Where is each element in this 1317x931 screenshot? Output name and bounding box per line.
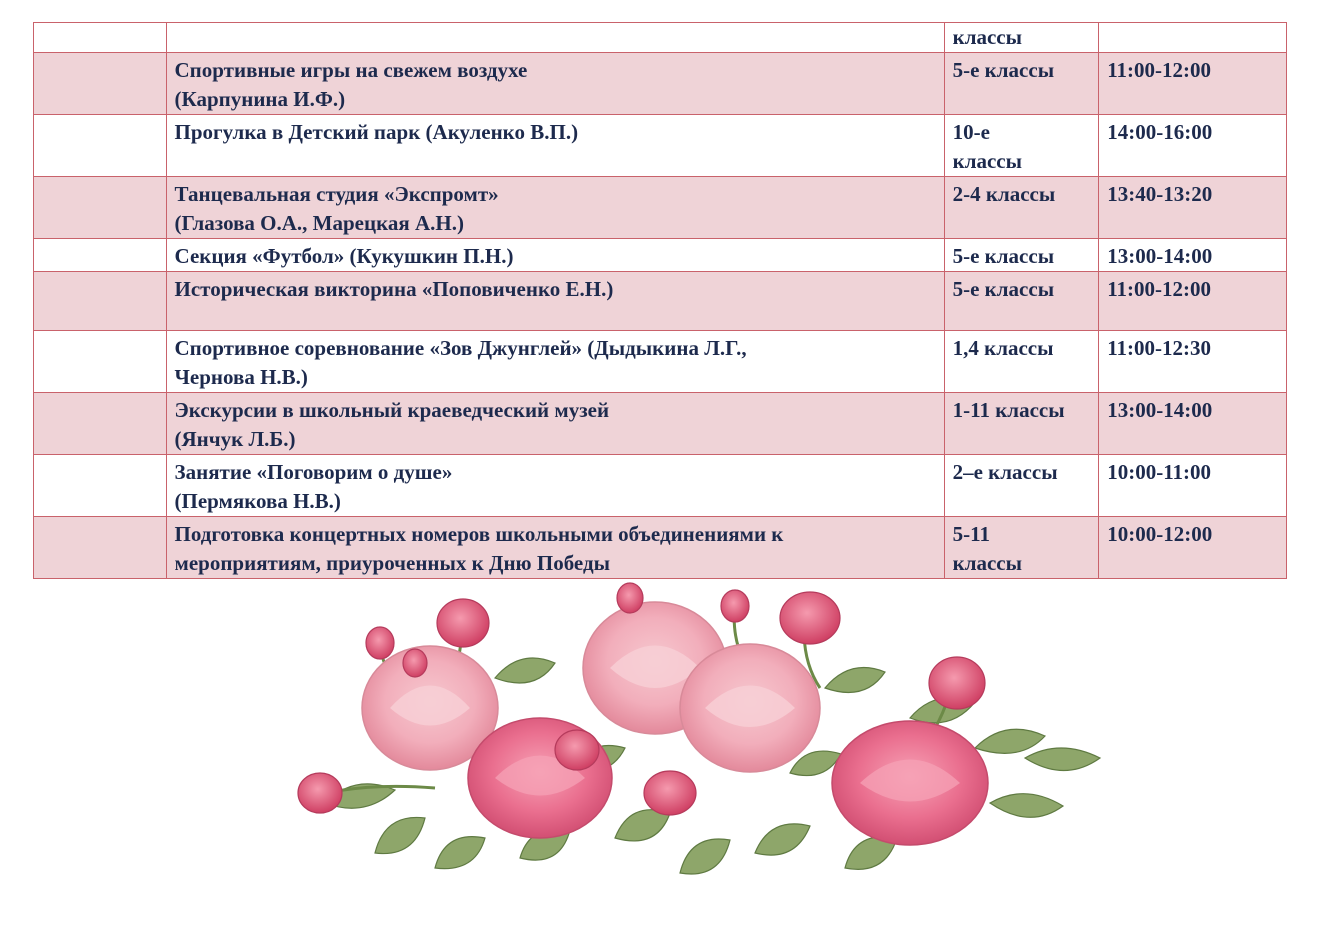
table-row — [34, 331, 1287, 393]
time-cell: 10:00-12:00 — [1099, 517, 1287, 579]
activity-line: Спортивное соревнование «Зов Джунглей» (Дыдыкина Л.Г., — [174, 336, 747, 360]
classes-line: классы — [952, 149, 1023, 173]
activity-line: Историческая викторина «Поповиченко Е.Н.) — [174, 277, 614, 301]
time-cell: 13:00-14:00 — [1099, 393, 1287, 455]
schedule-table — [33, 22, 1287, 579]
row-number-cell — [34, 272, 167, 331]
classes-line: 10-е — [952, 120, 990, 144]
time-cell: 11:00-12:30 — [1099, 331, 1287, 393]
activity-cell — [166, 455, 944, 517]
classes-line: 5-е классы — [952, 277, 1055, 301]
table-row — [34, 115, 1287, 177]
activity-line: Занятие «Поговорим о душе» — [174, 460, 453, 484]
activity-line: Экскурсии в школьный краеведческий музей — [174, 398, 610, 422]
activity-cell — [166, 115, 944, 177]
classes-cell — [944, 272, 1099, 331]
activity-line: мероприятиям, приуроченных к Дню Победы — [174, 551, 610, 575]
table-row — [34, 23, 1287, 53]
row-number-cell — [34, 239, 167, 272]
classes-cell — [944, 23, 1099, 53]
table-row — [34, 272, 1287, 331]
row-number-cell — [34, 177, 167, 239]
time-cell — [1099, 23, 1287, 53]
activity-cell — [166, 53, 944, 115]
classes-line: 2-4 классы — [952, 182, 1056, 206]
classes-line: классы — [952, 551, 1023, 575]
row-number-cell — [34, 331, 167, 393]
row-number-cell — [34, 23, 167, 53]
rose-garland-illustration — [285, 568, 1115, 913]
classes-cell — [944, 455, 1099, 517]
classes-line: классы — [952, 25, 1023, 49]
time-cell: 10:00-11:00 — [1099, 455, 1287, 517]
table-row — [34, 239, 1287, 272]
activity-line: (Янчук Л.Б.) — [174, 427, 296, 451]
table-row — [34, 393, 1287, 455]
activity-line: Секция «Футбол» (Кукушкин П.Н.) — [174, 244, 514, 268]
activity-line: Подготовка концертных номеров школьными объединениями к — [174, 522, 784, 546]
activity-line: Танцевальная студия «Экспромт» — [174, 182, 499, 206]
classes-cell — [944, 239, 1099, 272]
classes-cell — [944, 115, 1099, 177]
row-number-cell — [34, 393, 167, 455]
classes-cell — [944, 393, 1099, 455]
classes-line: 2–е классы — [952, 460, 1058, 484]
time-cell: 13:00-14:00 — [1099, 239, 1287, 272]
activity-line: (Пермякова Н.В.) — [174, 489, 341, 513]
row-number-cell — [34, 53, 167, 115]
activity-line: (Карпунина И.Ф.) — [174, 87, 346, 111]
table-row — [34, 53, 1287, 115]
activity-line: Прогулка в Детский парк (Акуленко В.П.) — [174, 120, 579, 144]
classes-cell — [944, 53, 1099, 115]
table-row — [34, 455, 1287, 517]
classes-cell — [944, 177, 1099, 239]
table-row — [34, 177, 1287, 239]
row-number-cell — [34, 115, 167, 177]
activity-cell — [166, 239, 944, 272]
classes-cell — [944, 331, 1099, 393]
time-cell: 11:00-12:00 — [1099, 272, 1287, 331]
classes-line: 1,4 классы — [952, 336, 1054, 360]
time-cell: 11:00-12:00 — [1099, 53, 1287, 115]
time-cell: 13:40-13:20 — [1099, 177, 1287, 239]
activity-line: Спортивные игры на свежем воздухе — [174, 58, 528, 82]
classes-line: 5-11 — [952, 522, 990, 546]
activity-cell — [166, 272, 944, 331]
classes-line: 1-11 классы — [952, 398, 1065, 422]
activity-cell — [166, 331, 944, 393]
activity-cell — [166, 177, 944, 239]
row-number-cell — [34, 517, 167, 579]
activity-line: (Глазова О.А., Марецкая А.Н.) — [174, 211, 464, 235]
row-number-cell — [34, 455, 167, 517]
time-cell: 14:00-16:00 — [1099, 115, 1287, 177]
activity-cell — [166, 393, 944, 455]
activity-line: Чернова Н.В.) — [174, 365, 308, 389]
activity-cell — [166, 23, 944, 53]
classes-line: 5-е классы — [952, 58, 1055, 82]
classes-line: 5-е классы — [952, 244, 1055, 268]
